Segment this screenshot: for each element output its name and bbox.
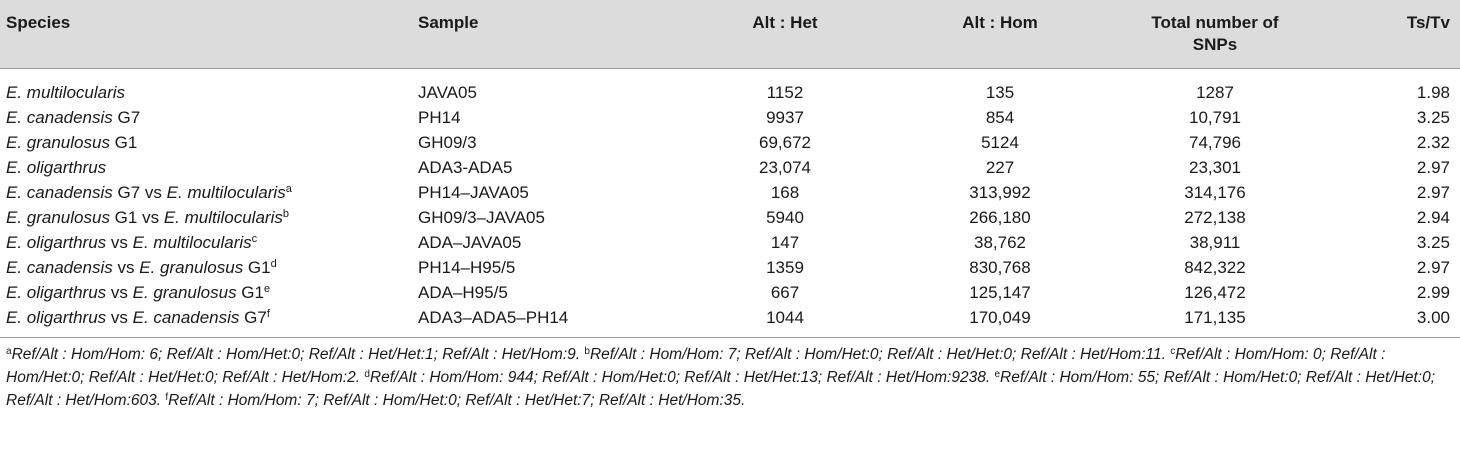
- species-compare-name: E. multilocularis: [132, 233, 252, 252]
- total-snps-cell: 1287: [1196, 83, 1234, 102]
- species-name: E. oligarthrus: [6, 233, 107, 252]
- alt-hom-cell: 125,147: [969, 283, 1031, 302]
- ts-tv-cell: 3.25: [1416, 233, 1450, 252]
- species-cell: [0, 130, 410, 155]
- species-name: E. granulosus: [6, 133, 110, 152]
- species-vs: vs: [106, 233, 133, 252]
- total-snps-cell: 23,301: [1189, 158, 1241, 177]
- footnote-text: Ref/Alt : Hom/Hom: 6; Ref/Alt : Hom/Het:0; Ref/Alt : Het/Het:1; Ref/Alt : Het/Hom:9.: [11, 346, 585, 363]
- footnote-text: Ref/Alt : Hom/Hom: 55; Ref/Alt : Hom/Het:0; Ref/Alt : Het/Het:0; Ref/Alt : Het/Hom:603.: [6, 369, 1436, 409]
- total-snps-cell: 38,911: [1189, 233, 1241, 252]
- alt-hom-cell: 830,768: [969, 258, 1031, 277]
- table-footnotes: [0, 338, 1460, 412]
- species-vs: vs: [112, 258, 140, 277]
- alt-het-cell: 9937: [766, 108, 804, 127]
- footnote-marker: d: [270, 258, 277, 270]
- ts-tv-cell: 3.25: [1416, 108, 1450, 127]
- table-row: [0, 180, 1460, 205]
- species-compare-name: E. canadensis: [132, 308, 240, 327]
- alt-hom-cell: 135: [985, 83, 1015, 102]
- alt-het-cell: 168: [770, 183, 800, 202]
- species-name: E. oligarthrus: [6, 283, 107, 302]
- total-snps-cell: 10,791: [1189, 108, 1241, 127]
- header-sample: Sample: [410, 0, 660, 69]
- ts-tv-cell: 2.97: [1416, 158, 1450, 177]
- sample-cell: ADA–JAVA05: [418, 233, 522, 252]
- footnote-marker: b: [282, 208, 289, 220]
- sample-cell: PH14–JAVA05: [418, 183, 529, 202]
- table-row: [0, 305, 1460, 338]
- sample-cell: GH09/3: [418, 133, 477, 152]
- total-snps-cell: 314,176: [1184, 183, 1246, 202]
- table-row: [0, 230, 1460, 255]
- species-genotype: G7: [112, 108, 141, 127]
- alt-het-cell: 5940: [766, 208, 804, 227]
- footnote-mark: e: [994, 369, 1001, 380]
- species-name: E. oligarthrus: [6, 158, 107, 177]
- species-vs: vs: [137, 208, 164, 227]
- footnote-mark: d: [364, 369, 370, 380]
- species-cell: [0, 305, 410, 338]
- table-body: [0, 69, 1460, 338]
- table-row: [0, 69, 1460, 106]
- table-row: [0, 205, 1460, 230]
- table-row: [0, 255, 1460, 280]
- ts-tv-cell: 2.99: [1416, 283, 1450, 302]
- ts-tv-cell: 2.97: [1416, 183, 1450, 202]
- ts-tv-cell: 1.98: [1416, 83, 1450, 102]
- species-name: E. granulosus: [6, 208, 110, 227]
- table-row: [0, 130, 1460, 155]
- total-snps-cell: 842,322: [1184, 258, 1246, 277]
- footnote-mark: c: [1170, 346, 1176, 357]
- species-vs: vs: [106, 283, 133, 302]
- alt-het-cell: 1152: [766, 83, 804, 102]
- header-total-snps-label: Total number of SNPs: [1151, 13, 1279, 54]
- alt-het-cell: 1359: [766, 258, 804, 277]
- footnote-text: Ref/Alt : Hom/Hom: 0; Ref/Alt : Hom/Het:0; Ref/Alt : Het/Het:0; Ref/Alt : Het/Hom:2.: [6, 346, 1386, 386]
- footnote-text: Ref/Alt : Hom/Hom: 944; Ref/Alt : Hom/Het:0; Ref/Alt : Het/Het:13; Ref/Alt : Het/Hom:9238.: [369, 369, 995, 386]
- sample-cell: GH09/3–JAVA05: [418, 208, 545, 227]
- table-row: [0, 105, 1460, 130]
- header-alt-hom: Alt : Hom: [910, 0, 1090, 69]
- alt-hom-cell: 313,992: [969, 183, 1031, 202]
- species-cell: [0, 280, 410, 305]
- alt-het-cell: 147: [770, 233, 800, 252]
- footnote-mark: a: [6, 346, 12, 357]
- footnote-mark: b: [584, 346, 590, 357]
- alt-het-cell: 667: [770, 283, 800, 302]
- species-compare-genotype: G1: [243, 258, 271, 277]
- species-name: E. canadensis: [6, 258, 113, 277]
- table-header-row: [0, 0, 1460, 69]
- ts-tv-cell: 2.97: [1416, 258, 1450, 277]
- footnote-marker: a: [285, 183, 292, 195]
- species-genotype: G1: [109, 133, 138, 152]
- alt-hom-cell: 854: [985, 108, 1015, 127]
- species-cell: [0, 205, 410, 230]
- alt-het-cell: 1044: [660, 305, 910, 338]
- footnote-text: Ref/Alt : Hom/Hom: 7; Ref/Alt : Hom/Het:0; Ref/Alt : Het/Het:0; Ref/Alt : Het/Hom:11.: [589, 346, 1171, 363]
- footnote-mark: f: [165, 392, 169, 403]
- species-compare-name: E. granulosus: [139, 258, 244, 277]
- species-cell: [0, 255, 410, 280]
- ts-tv-cell: 3.00: [1340, 305, 1460, 338]
- species-vs: vs: [106, 308, 133, 327]
- total-snps-cell: 126,472: [1184, 283, 1246, 302]
- species-cell: [0, 69, 410, 106]
- footnote-marker: f: [266, 308, 270, 320]
- species-compare-name: E. multilocularis: [163, 208, 283, 227]
- alt-hom-cell: 5124: [981, 133, 1019, 152]
- species-compare-genotype: G7: [239, 308, 267, 327]
- species-cell: [0, 155, 410, 180]
- ts-tv-cell: 2.32: [1416, 133, 1450, 152]
- species-name: E. canadensis: [6, 108, 113, 127]
- species-compare-name: E. multilocularis: [166, 183, 286, 202]
- sample-cell: PH14: [418, 108, 461, 127]
- table-row: [0, 155, 1460, 180]
- sample-cell: ADA3–ADA5–PH14: [410, 305, 660, 338]
- table-row: [0, 280, 1460, 305]
- sample-cell: ADA3-ADA5: [418, 158, 513, 177]
- ts-tv-cell: 2.94: [1416, 208, 1450, 227]
- total-snps-cell: 171,135: [1090, 305, 1340, 338]
- header-total-snps: [1090, 0, 1340, 69]
- alt-het-cell: 69,672: [759, 133, 811, 152]
- alt-het-cell: 23,074: [759, 158, 811, 177]
- footnote-marker: c: [251, 233, 258, 245]
- alt-hom-cell: 266,180: [969, 208, 1031, 227]
- footnote-text: Ref/Alt : Hom/Hom: 7; Ref/Alt : Hom/Het:0; Ref/Alt : Het/Het:7; Ref/Alt : Het/Hom:35.: [168, 392, 746, 409]
- header-species: Species: [0, 0, 410, 69]
- alt-hom-cell: 227: [985, 158, 1015, 177]
- header-ts-tv: Ts/Tv: [1340, 0, 1460, 69]
- species-genotype: G1: [109, 208, 138, 227]
- species-cell: [0, 180, 410, 205]
- sample-cell: JAVA05: [418, 83, 477, 102]
- species-name: E. oligarthrus: [6, 308, 107, 327]
- species-name: E. canadensis: [6, 183, 113, 202]
- total-snps-cell: 272,138: [1184, 208, 1246, 227]
- species-vs: vs: [140, 183, 167, 202]
- alt-hom-cell: 38,762: [974, 233, 1026, 252]
- alt-hom-cell: 170,049: [910, 305, 1090, 338]
- total-snps-cell: 74,796: [1189, 133, 1241, 152]
- sample-cell: PH14–H95/5: [418, 258, 516, 277]
- sample-cell: ADA–H95/5: [418, 283, 508, 302]
- species-compare-genotype: G1: [236, 283, 264, 302]
- species-cell: [0, 230, 410, 255]
- species-cell: [0, 105, 410, 130]
- species-name: E. multilocularis: [6, 83, 126, 102]
- header-alt-het: Alt : Het: [660, 0, 910, 69]
- species-compare-name: E. granulosus: [132, 283, 237, 302]
- footnote-marker: e: [263, 283, 271, 295]
- species-genotype: G7: [112, 183, 141, 202]
